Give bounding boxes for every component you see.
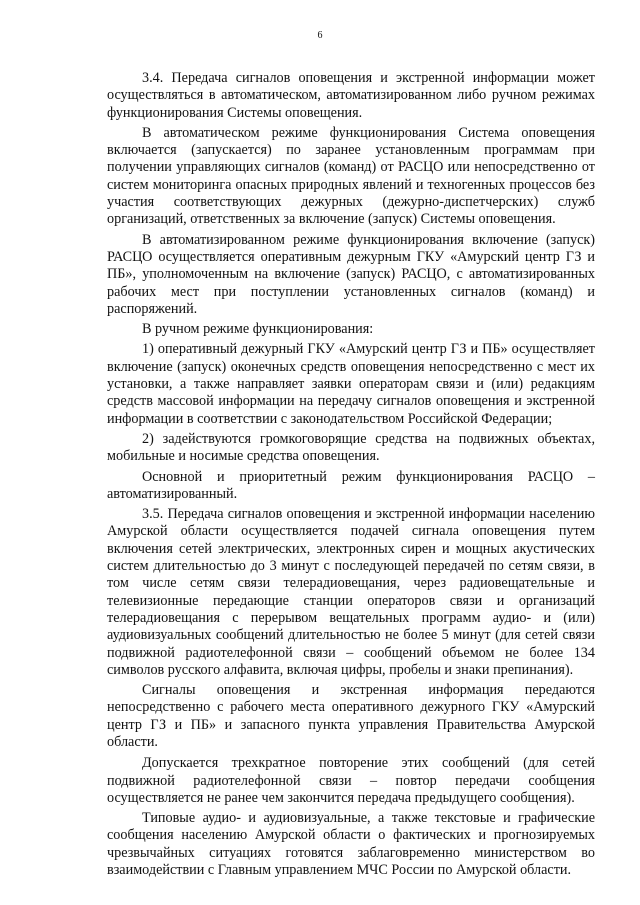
paragraph-auto-mode: В автоматическом режиме функционирования Система оповещения включается (запускается) по заранее установленным программам при получении управляющих сигналов (команд) от РАСЦО или непосредственно от систем мониторинга опасных природных явлений и техногенных процессов без участия соответствующих дежурных (дежурно-диспетчерских) служб организаций, ответственных за включение (запуск) Системы оповещения. (107, 124, 595, 228)
page-number: 6 (317, 30, 323, 41)
paragraph-manual-mode-intro: В ручном режиме функционирования: (142, 321, 374, 338)
paragraph-manual-item-1: 1) оперативный дежурный ГКУ «Амурский центр ГЗ и ПБ» осуществляет включение (запуск) оконечных средств оповещения непосредственно с мест их установки, а также направляет заявки операторам связи и (или) редакциям средств массовой информации на передачу сигналов оповещения и экстренной информации в соответствии с законодательством Российской Федерации; (107, 341, 595, 427)
paragraph-automated-mode: В автоматизированном режиме функционирования включение (запуск) РАСЦО осуществляется оперативным дежурным ГКУ «Амурский центр ГЗ и ПБ», уполномоченным на включение (запуск) РАСЦО, с автоматизированных рабочих мест при поступлении установленных сигналов (команд) и распоряжений. (107, 231, 595, 317)
paragraph-manual-item-2: 2) задействуются громкоговорящие средства на подвижных объектах, мобильные и носимые средства оповещения. (107, 430, 595, 465)
paragraph-3-4: 3.4. Передача сигналов оповещения и экстренной информации может осуществляться в автоматическом, автоматизированном либо ручном режимах функционирования Системы оповещения. (107, 70, 595, 121)
paragraph-signal-sources: Сигналы оповещения и экстренная информация передаются непосредственно с рабочего места оперативного дежурного ГКУ «Амурский центр ГЗ и ПБ» и запасного пункта управления Правительства Амурской области. (107, 682, 595, 750)
paragraph-primary-mode: Основной и приоритетный режим функционирования РАСЦО – автоматизированный. (107, 468, 595, 502)
paragraph-3-5: 3.5. Передача сигналов оповещения и экстренной информации населению Амурской области осуществляется подачей сигнала оповещения путем включения сетей электрических, электронных сирен и мощных акустических систем длительностью до 3 минут с последующей передачей по сетям связи, в том числе сетям связи телерадиовещания, через радиовещательные и телевизионные передающие станции операторов связи и организаций телерадиовещания с перерывом вещательных программ аудио- и (или) аудиовизуальных сообщений длительностью не более 5 минут (для сетей связи подвижной радиотелефонной связи – сообщений объемом не более 134 символов русского алфавита, включая цифры, пробелы и знаки препинания). (107, 506, 595, 678)
paragraph-typical-messages: Типовые аудио- и аудиовизуальные, а также текстовые и графические сообщения населению Амурской области о фактических и прогнозируемых чрезвычайных ситуациях готовятся заблаговременно министерством во взаимодействии с Главным управлением МЧС России по Амурской области. (107, 810, 595, 879)
document-body (107, 70, 595, 882)
paragraph-repeat: Допускается трехкратное повторение этих сообщений (для сетей подвижной радиотелефонной связи – повтор передачи сообщения осуществляется не ранее чем закончится передача предыдущего сообщения). (107, 755, 595, 806)
